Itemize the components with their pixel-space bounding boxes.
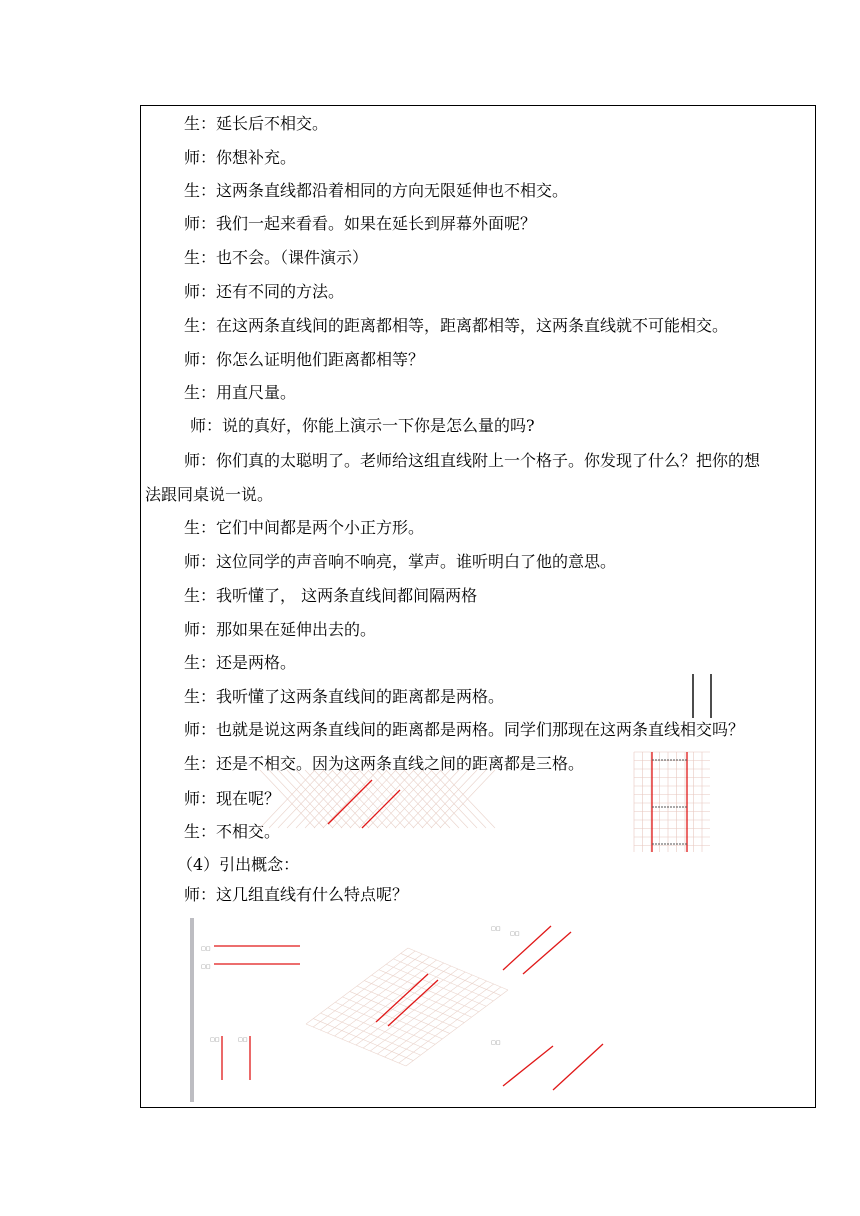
dialog-line: 师：这几组直线有什么特点呢？ (184, 885, 409, 904)
grid-line (363, 972, 465, 1048)
dialog-line: 师：还有不同的方法。 (184, 282, 345, 301)
dialog-line: 生：这两条直线都沿着相同的方向无限延伸也不相交。 (184, 181, 569, 200)
figure-tag: □□ (210, 1037, 220, 1043)
vertical-lines-figure (688, 672, 718, 720)
left-grey-bar (190, 918, 194, 1102)
figure-tag: □□ (201, 964, 211, 970)
dialog-line: 生：还是两格。 (184, 653, 297, 672)
grid-line (401, 953, 501, 995)
section-heading: （4）引出概念： (177, 855, 300, 874)
tilted-grid-figure-small (320, 768, 435, 830)
dialog-line: 生：用直尺量。 (184, 383, 297, 402)
horizontal-lines-figure (200, 940, 305, 972)
dialog-line: 生：不相交。 (184, 822, 281, 841)
dialog-line: 师：也就是说这两条直线间的距离都是两格。同学们那现在这两条直线相交吗？ (184, 720, 745, 739)
grid-line (386, 964, 486, 1006)
dialog-line: 生：也不会。（课件演示） (184, 248, 369, 267)
figure-tag: □□ (201, 946, 211, 952)
large-tilted-grid-figure (302, 944, 512, 1068)
dialog-line: 师：说的真好，你能上演示一下你是怎么量的吗? (190, 416, 535, 435)
dialog-line: 师：你们真的太聪明了。老师给这组直线附上一个格子。你发现了什么？把你的想 (184, 451, 761, 470)
figure-tag: □□ (491, 1040, 501, 1046)
diagonal-lines-figure-bottom (495, 1040, 610, 1092)
diagonal-lines-figure-top (495, 922, 580, 977)
dialog-line: 生：延长后不相交。 (184, 114, 329, 133)
dialog-line: 师：那如果在延伸出去的。 (184, 620, 377, 639)
dialog-line: 师：你想补充。 (184, 148, 297, 167)
dialog-line: 生：我听懂了这两条直线间的距离都是两格。 (184, 687, 505, 706)
vertical-grid-figure (632, 748, 712, 856)
grid-line (385, 981, 487, 1057)
dialog-line: 生：还是不相交。因为这两条直线之间的距离都是三格。 (184, 754, 585, 773)
figure-tag: □□ (238, 1037, 248, 1043)
grid-line (356, 969, 458, 1045)
grid-line (372, 975, 472, 1017)
dialog-line: 生：我听懂了， 这两条直线间都间隔两格 (184, 586, 478, 605)
grid-line (393, 959, 493, 1001)
figure-tag: □□ (510, 931, 520, 937)
dialog-line: 师：你怎么证明他们距离都相等？ (184, 350, 425, 369)
grid-line (406, 990, 508, 1066)
figure-tag: □□ (491, 926, 501, 932)
dialog-line: 法跟同桌说一说。 (145, 485, 274, 504)
dialog-line: 师：现在呢？ (184, 789, 281, 808)
dialog-line: 生：它们中间都是两个小正方形。 (184, 518, 425, 537)
dialog-line: 师：这位同学的声音响不响亮，掌声。谁听明白了他的意思。 (184, 552, 617, 571)
grid-line (399, 987, 501, 1063)
grid-line (408, 948, 508, 990)
grid-line (392, 984, 494, 1060)
dialog-line: 师：我们一起来看看。如果在延长到屏幕外面呢？ (184, 214, 537, 233)
dialog-line: 生：在这两条直线间的距离都相等，距离都相等，这两条直线就不可能相交。 (184, 316, 729, 335)
